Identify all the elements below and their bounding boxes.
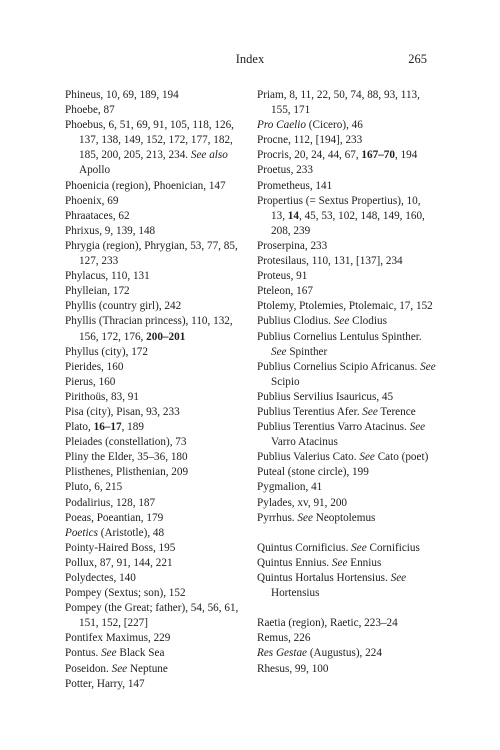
entry-text: Phyllis (Thracian princess), 110, 132, 156, 172, 176, xyxy=(65,315,233,343)
entry-text: Pygmalion, 41 xyxy=(257,481,323,494)
entry-text: Publius Terentius Varro Atacinus. xyxy=(257,421,410,434)
entry-text: , 189 xyxy=(121,421,144,434)
entry-text: Publius Servilius Isauricus, 45 xyxy=(257,390,394,403)
index-entry xyxy=(65,541,245,556)
entry-text: Phylleian, 172 xyxy=(65,285,130,298)
entry-text: Procris, 20, 24, 44, 67, xyxy=(257,149,362,162)
index-entry xyxy=(65,571,245,586)
index-entry xyxy=(257,284,437,299)
entry-text: Proteus, 91 xyxy=(257,270,308,283)
entry-text: Poseidon. xyxy=(65,662,112,675)
entry-text: Potter, Harry, 147 xyxy=(65,677,145,690)
entry-italic-text: See xyxy=(420,360,436,373)
entry-italic-text: See xyxy=(359,451,375,464)
index-entry xyxy=(65,103,245,118)
index-entry xyxy=(257,360,437,390)
entry-text: Publius Terentius Afer. xyxy=(257,405,363,418)
entry-text: Pontifex Maximus, 229 xyxy=(65,632,171,645)
index-entry xyxy=(257,133,437,148)
index-entry xyxy=(257,556,437,571)
entry-text: Pirithoüs, 83, 91 xyxy=(65,390,139,403)
entry-text: Poeas, Poeantian, 179 xyxy=(65,511,164,524)
index-entry xyxy=(65,390,245,405)
index-entry xyxy=(257,405,437,420)
index-entry xyxy=(257,163,437,178)
index-entry xyxy=(257,646,437,661)
index-entry xyxy=(65,646,245,661)
entry-text: Pteleon, 167 xyxy=(257,285,313,298)
entry-text: Varro Atacinus xyxy=(271,436,338,449)
index-entry xyxy=(257,616,437,631)
index-entry xyxy=(65,314,245,344)
entry-text: Pluto, 6, 215 xyxy=(65,481,123,494)
letter-group-gap xyxy=(257,601,437,616)
index-entry xyxy=(257,254,437,269)
index-entry xyxy=(65,465,245,480)
entry-text: (Aristotle), 48 xyxy=(97,526,165,539)
entry-italic-text: Pro Caelio xyxy=(257,119,306,132)
entry-text: Priam, 8, 11, 22, 50, 74, 88, 93, 113, 155, 171 xyxy=(257,89,420,117)
entry-text: Pisa (city), Pisan, 93, 233 xyxy=(65,405,180,418)
index-entry xyxy=(65,677,245,692)
entry-text: Pliny the Elder, 35–36, 180 xyxy=(65,451,188,464)
entry-text: Publius Valerius Cato. xyxy=(257,451,360,464)
entry-text: Phoebe, 87 xyxy=(65,104,115,117)
entry-italic-text: Poetics xyxy=(65,526,98,539)
index-entry xyxy=(257,390,437,405)
entry-text: Publius Cornelius Lentulus Spinther. xyxy=(257,330,422,343)
entry-text: Apollo xyxy=(79,164,111,177)
index-entry xyxy=(65,420,245,435)
index-entry xyxy=(65,601,245,631)
entry-text: , 45, 53, 102, 148, 149, 160, 208, 239 xyxy=(271,209,425,237)
entry-text: Quintus Cornificius. xyxy=(257,541,352,554)
entry-bold-pages: 16–17 xyxy=(93,421,122,434)
entry-bold-pages: 200–201 xyxy=(146,330,186,343)
index-entry xyxy=(257,662,437,677)
entry-text: (Cicero), 46 xyxy=(306,119,363,132)
index-entry xyxy=(257,194,437,239)
index-entry xyxy=(65,224,245,239)
entry-text: Clodius xyxy=(349,315,387,328)
entry-bold-pages: 167–70 xyxy=(361,149,395,162)
entry-text: Phraataces, 62 xyxy=(65,209,130,222)
entry-text: Quintus Hortalus Hortensius. xyxy=(257,572,391,584)
index-entry xyxy=(65,405,245,420)
entry-italic-text: See xyxy=(409,421,426,434)
index-entry xyxy=(65,239,245,269)
entry-text: Neptune xyxy=(127,662,168,675)
entry-text: Neoptolemus xyxy=(312,511,376,524)
entry-text: Spinther xyxy=(286,345,328,358)
index-entry xyxy=(65,209,245,224)
index-entry xyxy=(65,299,245,314)
index-entry xyxy=(65,480,245,495)
entry-text: Phrygia (region), Phrygian, 53, 77, 85, 127, 233 xyxy=(65,239,238,268)
entry-text: Pollux, 87, 91, 144, 221 xyxy=(65,556,173,569)
index-entry xyxy=(65,179,245,194)
entry-italic-text: Res Gestae xyxy=(257,647,308,660)
index-column-left xyxy=(65,88,245,692)
index-entry xyxy=(257,88,437,118)
index-entry xyxy=(257,631,437,646)
entry-text: Phoebus, 6, 51, 69, 91, 105, 118, 126, 137, 138, 149, 152, 172, 177, 182, 185, 200, 205, 213, 234. xyxy=(65,119,234,162)
index-entry xyxy=(257,480,437,495)
entry-italic-text: See xyxy=(362,405,378,418)
entry-text: Ptolemy, Ptolemies, Ptolemaic, 17, 152 xyxy=(257,300,433,313)
entry-text: Propertius (= Sextus Propertius), 10, 13, xyxy=(257,194,421,222)
entry-text: Pylades, xv, 91, 200 xyxy=(257,496,348,509)
entry-text: Plato, xyxy=(65,421,94,434)
index-entry xyxy=(65,194,245,209)
index-entry xyxy=(65,526,245,541)
index-entry xyxy=(65,496,245,511)
entry-text: Pompey (the Great; father), 54, 56, 61, 151, 152, [227] xyxy=(65,602,239,630)
entry-text: Pleiades (constellation), 73 xyxy=(65,436,187,449)
entry-text: Hortensius xyxy=(271,587,320,600)
index-entry xyxy=(257,299,437,314)
index-entry xyxy=(65,375,245,390)
index-entry xyxy=(65,88,245,103)
entry-italic-text: See xyxy=(271,345,287,358)
entry-text: Cato (poet) xyxy=(374,451,429,464)
entry-text: Puteal (stone circle), 199 xyxy=(257,466,369,479)
entry-text: Remus, 226 xyxy=(257,632,311,645)
index-entry xyxy=(257,450,437,465)
entry-text: Raetia (region), Raetic, 223–24 xyxy=(257,617,398,630)
index-entry xyxy=(65,556,245,571)
entry-text: Plisthenes, Plisthenian, 209 xyxy=(65,466,189,479)
index-entry xyxy=(65,586,245,601)
index-entry xyxy=(257,269,437,284)
entry-italic-text: See xyxy=(390,572,407,584)
index-entry xyxy=(257,314,437,329)
entry-text: Procne, 112, [194], 233 xyxy=(257,134,363,147)
entry-text: Podalirius, 128, 187 xyxy=(65,496,156,509)
index-entry xyxy=(257,541,437,556)
entry-text: Phyllus (city), 172 xyxy=(65,345,148,358)
entry-text: Publius Cornelius Scipio Africanus. xyxy=(257,360,421,373)
entry-text: Scipio xyxy=(271,375,300,388)
entry-text: Black Sea xyxy=(116,647,165,660)
index-entry xyxy=(65,435,245,450)
index-entry xyxy=(65,269,245,284)
entry-text: Proserpina, 233 xyxy=(257,239,328,252)
entry-text: Pointy-Haired Boss, 195 xyxy=(65,541,176,554)
entry-text: Pierus, 160 xyxy=(65,375,116,388)
entry-text: Polydectes, 140 xyxy=(65,572,136,584)
entry-text: Rhesus, 99, 100 xyxy=(257,662,329,675)
entry-italic-text: See xyxy=(333,315,350,328)
entry-italic-text: See xyxy=(351,541,367,554)
index-entry xyxy=(65,118,245,178)
index-entry xyxy=(257,239,437,254)
letter-group-gap xyxy=(257,526,437,541)
entry-text: Prometheus, 141 xyxy=(257,179,333,192)
entry-text: Quintus Ennius. xyxy=(257,556,332,569)
index-entry xyxy=(257,465,437,480)
entry-bold-pages: 14 xyxy=(287,209,299,222)
entry-text: Protesilaus, 110, 131, [137], 234 xyxy=(257,255,403,268)
entry-text: Terence xyxy=(377,405,416,418)
index-entry xyxy=(257,511,437,526)
entry-text: Proetus, 233 xyxy=(257,164,313,177)
index-entry xyxy=(257,571,437,601)
entry-text: Phineus, 10, 69, 189, 194 xyxy=(65,89,179,101)
index-entry xyxy=(257,118,437,133)
entry-text: Publius Clodius. xyxy=(257,315,334,328)
index-column-right xyxy=(257,88,437,677)
entry-italic-text: See xyxy=(331,556,348,569)
entry-text: Phylacus, 110, 131 xyxy=(65,270,150,283)
index-entry xyxy=(65,360,245,375)
index-entry xyxy=(65,511,245,526)
page-number: 265 xyxy=(408,52,427,66)
index-entry xyxy=(65,450,245,465)
entry-italic-text: See xyxy=(297,511,313,524)
index-entry xyxy=(257,496,437,511)
entry-text: Pyrrhus. xyxy=(257,511,298,524)
index-entry xyxy=(257,148,437,163)
entry-text: Phoenicia (region), Phoenician, 147 xyxy=(65,179,226,192)
index-entry xyxy=(257,330,437,360)
entry-text: , 194 xyxy=(394,149,418,162)
running-header-title: Index xyxy=(235,52,265,66)
entry-text: Phyllis (country girl), 242 xyxy=(65,300,182,313)
entry-italic-text: See xyxy=(101,647,117,660)
index-entry xyxy=(65,662,245,677)
index-entry xyxy=(257,179,437,194)
entry-text: Phrixus, 9, 139, 148 xyxy=(65,224,156,237)
index-entry xyxy=(65,345,245,360)
entry-text: (Augustus), 224 xyxy=(307,647,382,660)
entry-text: Cornificius xyxy=(366,541,420,554)
index-entry xyxy=(257,420,437,450)
entry-italic-text: See xyxy=(111,662,128,675)
index-entry xyxy=(65,631,245,646)
entry-text: Pompey (Sextus; son), 152 xyxy=(65,587,186,600)
entry-text: Ennius xyxy=(347,556,382,569)
entry-text: Phoenix, 69 xyxy=(65,194,119,207)
entry-italic-text: See also xyxy=(190,149,228,162)
index-entry xyxy=(65,284,245,299)
entry-text: Pierides, 160 xyxy=(65,360,124,373)
entry-text: Pontus. xyxy=(65,647,102,660)
